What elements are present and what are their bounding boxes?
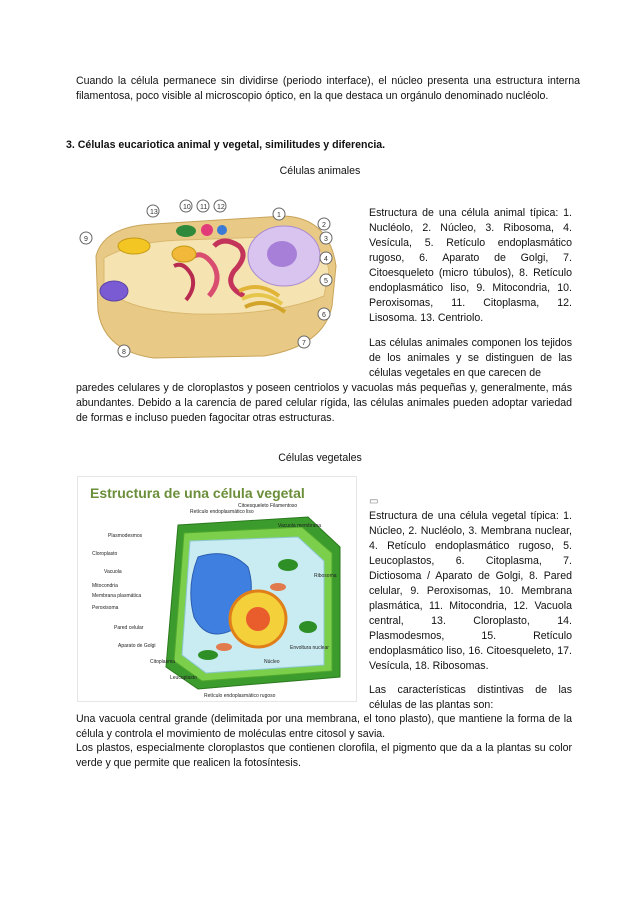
animal-cells-subtitle: Células animales (279, 165, 361, 177)
callout-1: 1 (277, 212, 281, 219)
callout-5: 5 (324, 278, 328, 285)
animal-structure-text: Estructura de una célula animal típica: 1. Nucléolo, 2. Núcleo, 3. Ribosoma, 4. Vesícula, 5. Retículo endoplasmático rugoso, 6. Aparato de Golgi, 7. Citoesqueleto (micro túbulos), 8. Retículo endoplasmático liso, 9. Mitocondria, 10. Peroxisomas, 11. Citoplasma, 12. Lisosoma. 13. Centriolo. (369, 207, 572, 324)
callout-12: 12 (217, 204, 225, 211)
label-vacuola-membrana: Vacuola membrana (278, 523, 321, 529)
animal-cell-diagram (74, 196, 346, 366)
label-peroxisoma: Peroxisoma (92, 605, 119, 611)
plant-characteristic-plastids: Los plastos, especialmente cloroplastos que contienen clorofila, el pigmento que da a la plantas su color verde y que permite que realicen la fotosíntesis. (76, 742, 572, 769)
callout-7: 7 (302, 340, 306, 347)
callout-10: 10 (183, 204, 191, 211)
callout-9: 9 (84, 236, 88, 243)
label-cloroplasto: Cloroplasto (92, 551, 118, 557)
callout-11: 11 (200, 204, 208, 211)
animal-description-part2: paredes celulares y de cloroplastos y poseen centriolos y vacuolas más pequeñas y, generalmente, más abundantes. Debido a la carencia de pared celular rígida, las células animales pueden adoptar variedad de formas e incluso pueden fagocitar otras estructuras. (76, 382, 572, 424)
plant-characteristics-intro: Las características distintivas de las células de las plantas son: (369, 684, 572, 711)
callout-3: 3 (324, 236, 328, 243)
image-placeholder-icon: ▭ (369, 496, 379, 507)
callout-13: 13 (150, 209, 158, 216)
plant-diagram-title: Estructura de una célula vegetal (90, 485, 305, 501)
label-mitocondria: Mitocondria (92, 583, 118, 589)
label-ribosoma: Ribosoma (314, 573, 337, 579)
plant-characteristic-vacuole: Una vacuola central grande (delimitada por una membrana, el tono plasto), que mantiene la forma de la célula y controla el movimiento de moléculas entre citosol y savia. (76, 713, 572, 740)
label-vacuola: Vacuola (104, 569, 122, 575)
label-nucleo: Núcleo (264, 659, 280, 665)
label-aparato-golgi: Aparato de Golgi (118, 643, 156, 649)
callout-6: 6 (322, 312, 326, 319)
label-reticulo-liso: Retículo endoplasmático liso (190, 509, 254, 515)
section-heading: 3. Células eucariotica animal y vegetal, similitudes y diferencia. (66, 139, 386, 151)
label-leucoplasto: Leucoplasto (170, 675, 197, 681)
label-membrana-plasmatica: Membrana plasmática (92, 593, 142, 599)
callout-8: 8 (122, 349, 126, 356)
label-citoplasma: Citoplasma (150, 659, 176, 665)
label-envoltura-nuclear: Envoltura nuclear (290, 645, 329, 651)
label-reticulo-rugoso: Retículo endoplasmático rugoso (204, 693, 276, 699)
callout-2: 2 (322, 222, 326, 229)
plant-cells-subtitle: Células vegetales (278, 452, 362, 464)
plant-cell-diagram (77, 476, 357, 702)
intro-paragraph: Cuando la célula permanece sin dividirse (periodo interface), el núcleo presenta una estructura interna filamentosa, poco visible al microscopio óptico, en la que destaca un orgánulo denominado nucléolo. (76, 75, 580, 102)
plant-structure-text: Estructura de una célula vegetal típica: 1. Núcleo, 2. Nucléolo, 3. Membrana nuclear, 4. Retículo endoplasmático rugoso, 5. Leucoplastos, 6. Citoplasma, 7. Dictiosoma / Aparato de Golgi, 8. Pared celular, 9. Peroxisomas, 10. Membrana plasmática, 11. Mitocondria, 12. Vacuola central, 13. Cloroplasto, 14. Plasmodesmos, 15. Retículo endoplasmático liso, 16. Citoesqueleto, 17. Vesícula, 18. Ribosomas. (369, 510, 572, 672)
label-plasmodesmos: Plasmodesmos (108, 533, 143, 539)
animal-description-part1: Las células animales componen los tejidos de los animales y se distinguen de las células vegetales en que carecen de (369, 337, 572, 379)
label-citoesqueleto: Citoesqueleto Filamentoso (238, 503, 298, 509)
callout-4: 4 (324, 256, 328, 263)
label-pared-celular: Pared celular (114, 625, 144, 631)
